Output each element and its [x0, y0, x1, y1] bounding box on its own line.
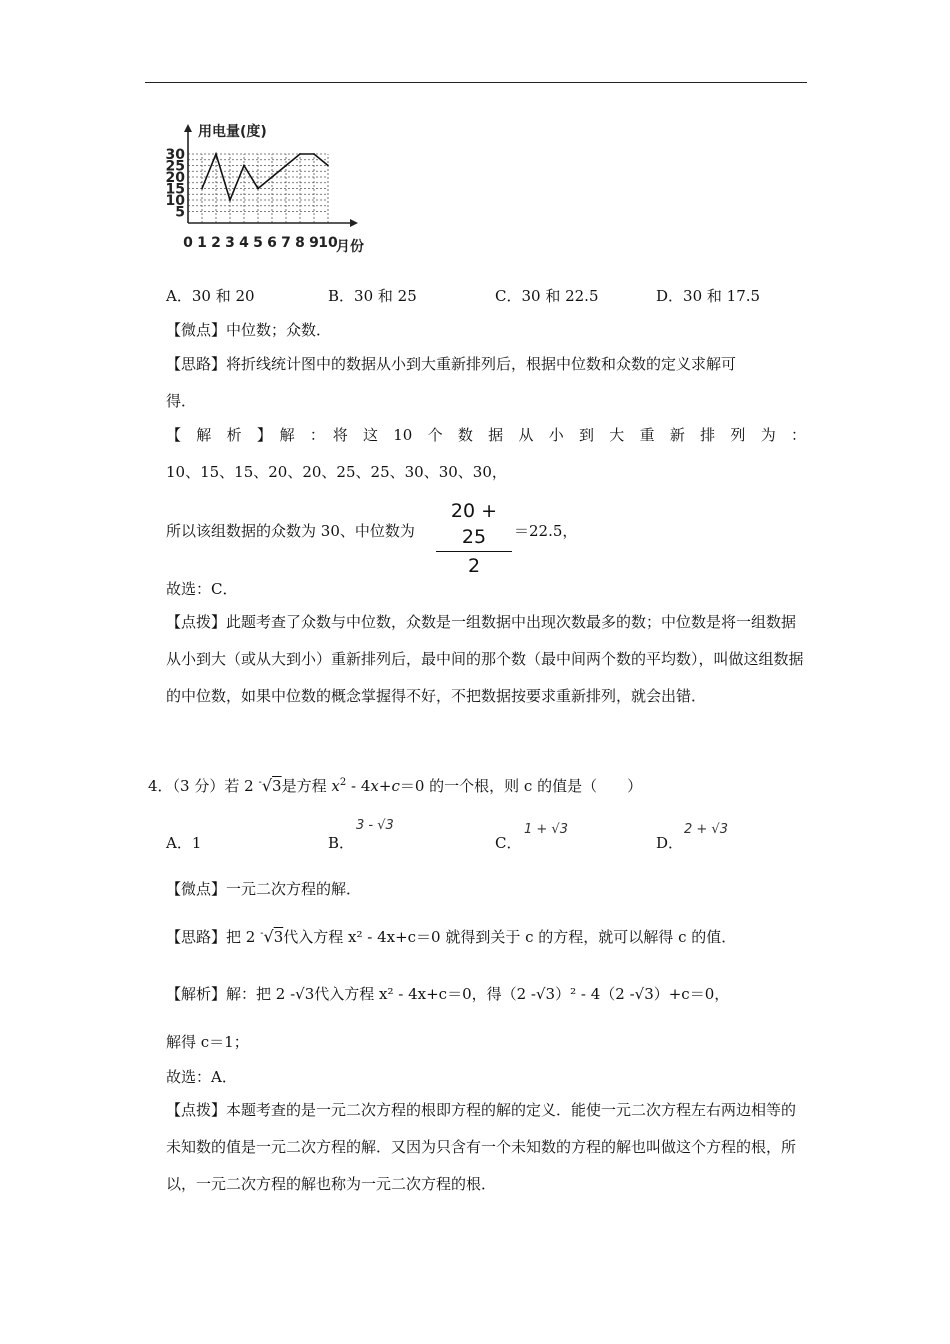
q4-option-b-math: 3 - √3	[356, 818, 394, 833]
q3-option-b: B．30 和 25	[328, 287, 417, 305]
q4-weidian: 【微点】一元二次方程的解．	[166, 880, 362, 898]
q3-option-c: C．30 和 22.5	[495, 287, 599, 305]
fraction-bar	[436, 551, 512, 552]
data-point	[215, 153, 217, 155]
q4-dianbo: 【点拨】本题考查的是一元二次方程的根即方程的解的定义．能使一元二次方程左右两边相等的未知数的值是一元二次方程的解．又因为只含有一个未知数的方程的解也叫做这个方程的根，所以，一元二次方程的解也称为一元二次方程的根．	[166, 1101, 797, 1193]
data-point	[327, 165, 329, 167]
data-point	[271, 176, 273, 178]
x-tick-label: 6	[267, 235, 277, 251]
y-tick-label: 30	[165, 147, 185, 163]
x-tick-label: 9	[309, 235, 319, 251]
q3-option-a: A．30 和 20	[166, 287, 255, 305]
q4-stem-mid: 是方程	[281, 777, 327, 795]
data-point	[229, 199, 231, 201]
x-tick-label: 10	[318, 235, 338, 251]
q3-jiexi-head: 【 解 析 】 解 ： 将 这 10 个 数 据 从 小 到 大 重 新 排 列 为 ：	[166, 426, 806, 444]
x-tick-label: 8	[295, 235, 305, 251]
q4-silu-pre: 【思路】把 2	[166, 928, 256, 946]
q4-option-b-label: B．	[328, 834, 355, 852]
y-axis-label: 用电量(度)	[198, 124, 267, 140]
chart-ticks	[166, 147, 338, 251]
data-point	[285, 165, 287, 167]
y-tick-label: 15	[165, 181, 185, 198]
q4-option-c-math: 1 + √3	[524, 822, 568, 837]
q3-dianbo: 【点拨】此题考查了众数与中位数，众数是一组数据中出现次数最多的数；中位数是将一组数据从小到大（或从大到小）重新排列后，最中间的那个数（最中间两个数的平均数），叫做这组数据的中位数，如果中位数的概念掌握得不好，不把数据按要求重新排列，就会出错．	[166, 613, 804, 705]
q3-option-d: D．30 和 17.5	[656, 287, 761, 305]
x-tick-label: 5	[253, 235, 263, 251]
electricity-line-chart	[160, 118, 390, 258]
q3-jiexi-result: ＝22.5，	[514, 522, 578, 540]
q3-silu-line1: 【思路】将折线统计图中的数据从小到大重新排列后，根据中位数和众数的定义求解可	[166, 355, 737, 373]
q4-stem: 4．（3 分）若 2 -√3是方程 $x^2 - 4x+c=0$ 的一个根，则 c 的值是（ ）	[148, 776, 643, 795]
q3-answer: 故选：C．	[166, 580, 238, 598]
q3-weidian: 【微点】中位数；众数．	[166, 321, 332, 339]
x-tick-label: 7	[281, 235, 291, 251]
q3-jiexi-data: 10、15、15、20、20、25、25、30、30、30，	[166, 463, 507, 481]
data-point	[257, 188, 259, 190]
y-tick-label: 20	[165, 170, 185, 186]
x-tick-label: 1	[197, 235, 207, 251]
y-tick-label: 10	[165, 193, 185, 209]
q4-jiexi-2: 解得 c＝1；	[166, 1033, 249, 1051]
x-tick-label: 4	[239, 235, 249, 251]
y-tick-label: 25	[165, 158, 185, 175]
x-tick-label: 2	[211, 235, 221, 251]
q4-jiexi: 【解析】解：把 2 -√3代入方程 x² - 4x+c＝0，得（2 -√3）² - 4（2 -√3）+c＝0，	[166, 985, 730, 1003]
header-rule	[145, 82, 807, 83]
minus-sqrt3: -√3	[258, 776, 282, 795]
q4-answer: 故选：A．	[166, 1068, 237, 1086]
x-tick-label: 0	[183, 235, 193, 251]
x-tick-label: 3	[225, 235, 235, 251]
q4-silu: 【思路】把 2 -√3代入方程 x² - 4x+c＝0 就得到关于 c 的方程，就可以解得 c 的值．	[166, 927, 737, 946]
q4-option-a: A．1	[166, 834, 202, 852]
q4-option-d-math: 2 + √3	[684, 822, 728, 837]
q4-option-d-label: D．	[656, 834, 684, 852]
median-fraction	[436, 498, 512, 579]
y-axis-arrow	[184, 124, 192, 132]
q3-silu-line2: 得．	[166, 392, 197, 410]
fraction-numerator: 20 + 25	[450, 500, 498, 548]
data-point	[313, 153, 315, 155]
data-point	[243, 165, 245, 167]
q4-option-c-label: C．	[495, 834, 522, 852]
q4-stem-post: 的一个根，则 c 的值是（ ）	[429, 777, 643, 795]
q3-jiexi-mode: 所以该组数据的众数为 30、中位数为	[166, 522, 415, 540]
x-axis-arrow	[350, 219, 358, 227]
q4-silu-post: 代入方程 x² - 4x+c＝0 就得到关于 c 的方程，就可以解得 c 的值．	[283, 928, 737, 946]
x-axis-label: 月份	[336, 239, 364, 255]
fraction-denominator: 2	[467, 555, 481, 577]
data-point	[201, 188, 203, 190]
y-tick-label: 5	[175, 204, 185, 221]
data-point	[299, 153, 301, 155]
q4-stem-pre: 4．（3 分）若 2	[148, 777, 254, 795]
